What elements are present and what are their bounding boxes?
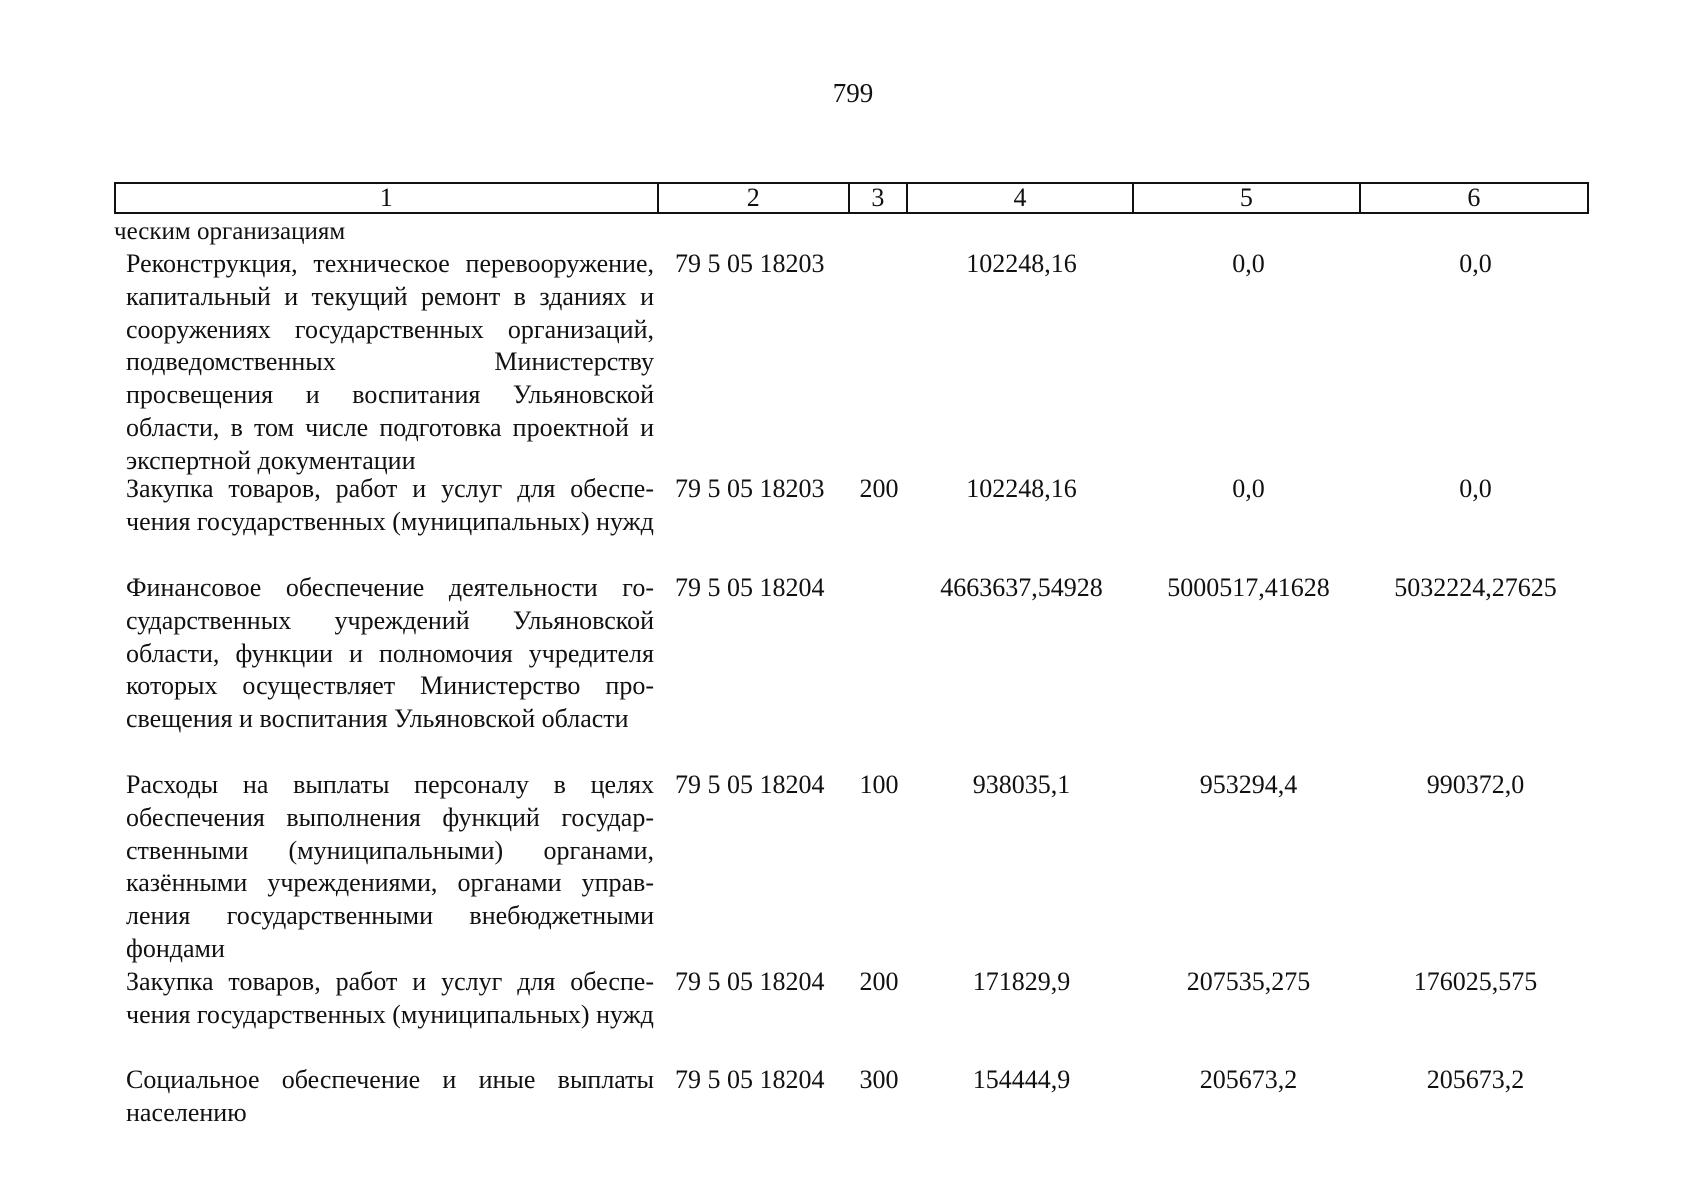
row-value-5: 953294,4 (1199, 770, 1298, 799)
row-value-6: 0,0 (1459, 249, 1492, 278)
page-number: 799 (832, 78, 874, 108)
row-value-4: 938035,1 (972, 770, 1071, 799)
header-col-6: 6 (1467, 183, 1481, 212)
row-code: 79 5 05 18204 (675, 967, 825, 996)
table-row (114, 769, 1589, 966)
row-value-6: 205673,2 (1426, 1065, 1525, 1094)
row-value-6: 990372,0 (1426, 770, 1525, 799)
row-code: 79 5 05 18203 (675, 474, 825, 503)
row-name: Расходы на выплаты персоналу в целях обеспечения выполнения функций государственными (муниципальными) органами, казёнными учреждениями, органами управления государственными внебюджетными фондами (126, 770, 654, 963)
table-row (114, 966, 1589, 1064)
row-value-4: 154444,9 (972, 1065, 1071, 1094)
row-value-5: 0,0 (1232, 474, 1265, 503)
row-name: Закупка товаров, работ и услуг для обеспечения государственных (муниципальных) нужд (126, 967, 654, 1029)
row-value-5: 5000517,41628 (1167, 573, 1330, 602)
row-code: 79 5 05 18203 (675, 249, 825, 278)
row-value-6: 0,0 (1459, 474, 1492, 503)
row-type: 200 (859, 967, 899, 996)
row-value-6: 176025,575 (1413, 967, 1538, 996)
row-name: Финансовое обеспечение деятельности государственных учреждений Ульяновской области, функции и полномочия учредителя которых осуществляет Министерство просвещения и воспитания Ульяновской области (126, 573, 654, 734)
row-value-4: 171829,9 (972, 967, 1071, 996)
header-col-2: 2 (659, 184, 850, 212)
row-value-4: 102248,16 (966, 249, 1077, 278)
row-code: 79 5 05 18204 (675, 1065, 825, 1094)
row-value-4: 102248,16 (966, 474, 1077, 503)
row-name: Реконструкция, техническое перевооружение, капитальный и текущий ремонт в зданиях и сооружениях государственных организаций, подведомственных Министерству просвещения и воспитания Ульяновской области, в том числе подготовка проектной и экспертной документации (126, 249, 654, 475)
table-row (114, 1064, 1589, 1134)
header-col-1: 1 (116, 184, 659, 212)
row-code: 79 5 05 18204 (675, 573, 825, 602)
row-value-5: 205673,2 (1199, 1065, 1298, 1094)
header-col-4: 4 (908, 184, 1134, 212)
continuation-text: ческим организациям (114, 218, 346, 245)
row-value-5: 0,0 (1232, 249, 1265, 278)
table-row (114, 473, 1589, 572)
row-value-6: 5032224,27625 (1394, 573, 1557, 602)
table-row (114, 572, 1589, 769)
row-type: 200 (859, 474, 899, 503)
header-col-5: 5 (1134, 184, 1360, 212)
row-name: Закупка товаров, работ и услуг для обеспечения государственных (муниципальных) нужд (126, 474, 654, 536)
table-header (114, 182, 1589, 214)
row-type: 100 (859, 770, 899, 799)
table-row (114, 248, 1589, 473)
row-value-5: 207535,275 (1186, 967, 1311, 996)
table-body (114, 248, 1589, 1134)
row-value-4: 4663637,54928 (940, 573, 1103, 602)
row-name: Социальное обеспечение и иные выплаты населению (126, 1065, 654, 1127)
row-type: 300 (859, 1065, 899, 1094)
header-col-3: 3 (850, 184, 908, 212)
row-code: 79 5 05 18204 (675, 770, 825, 799)
